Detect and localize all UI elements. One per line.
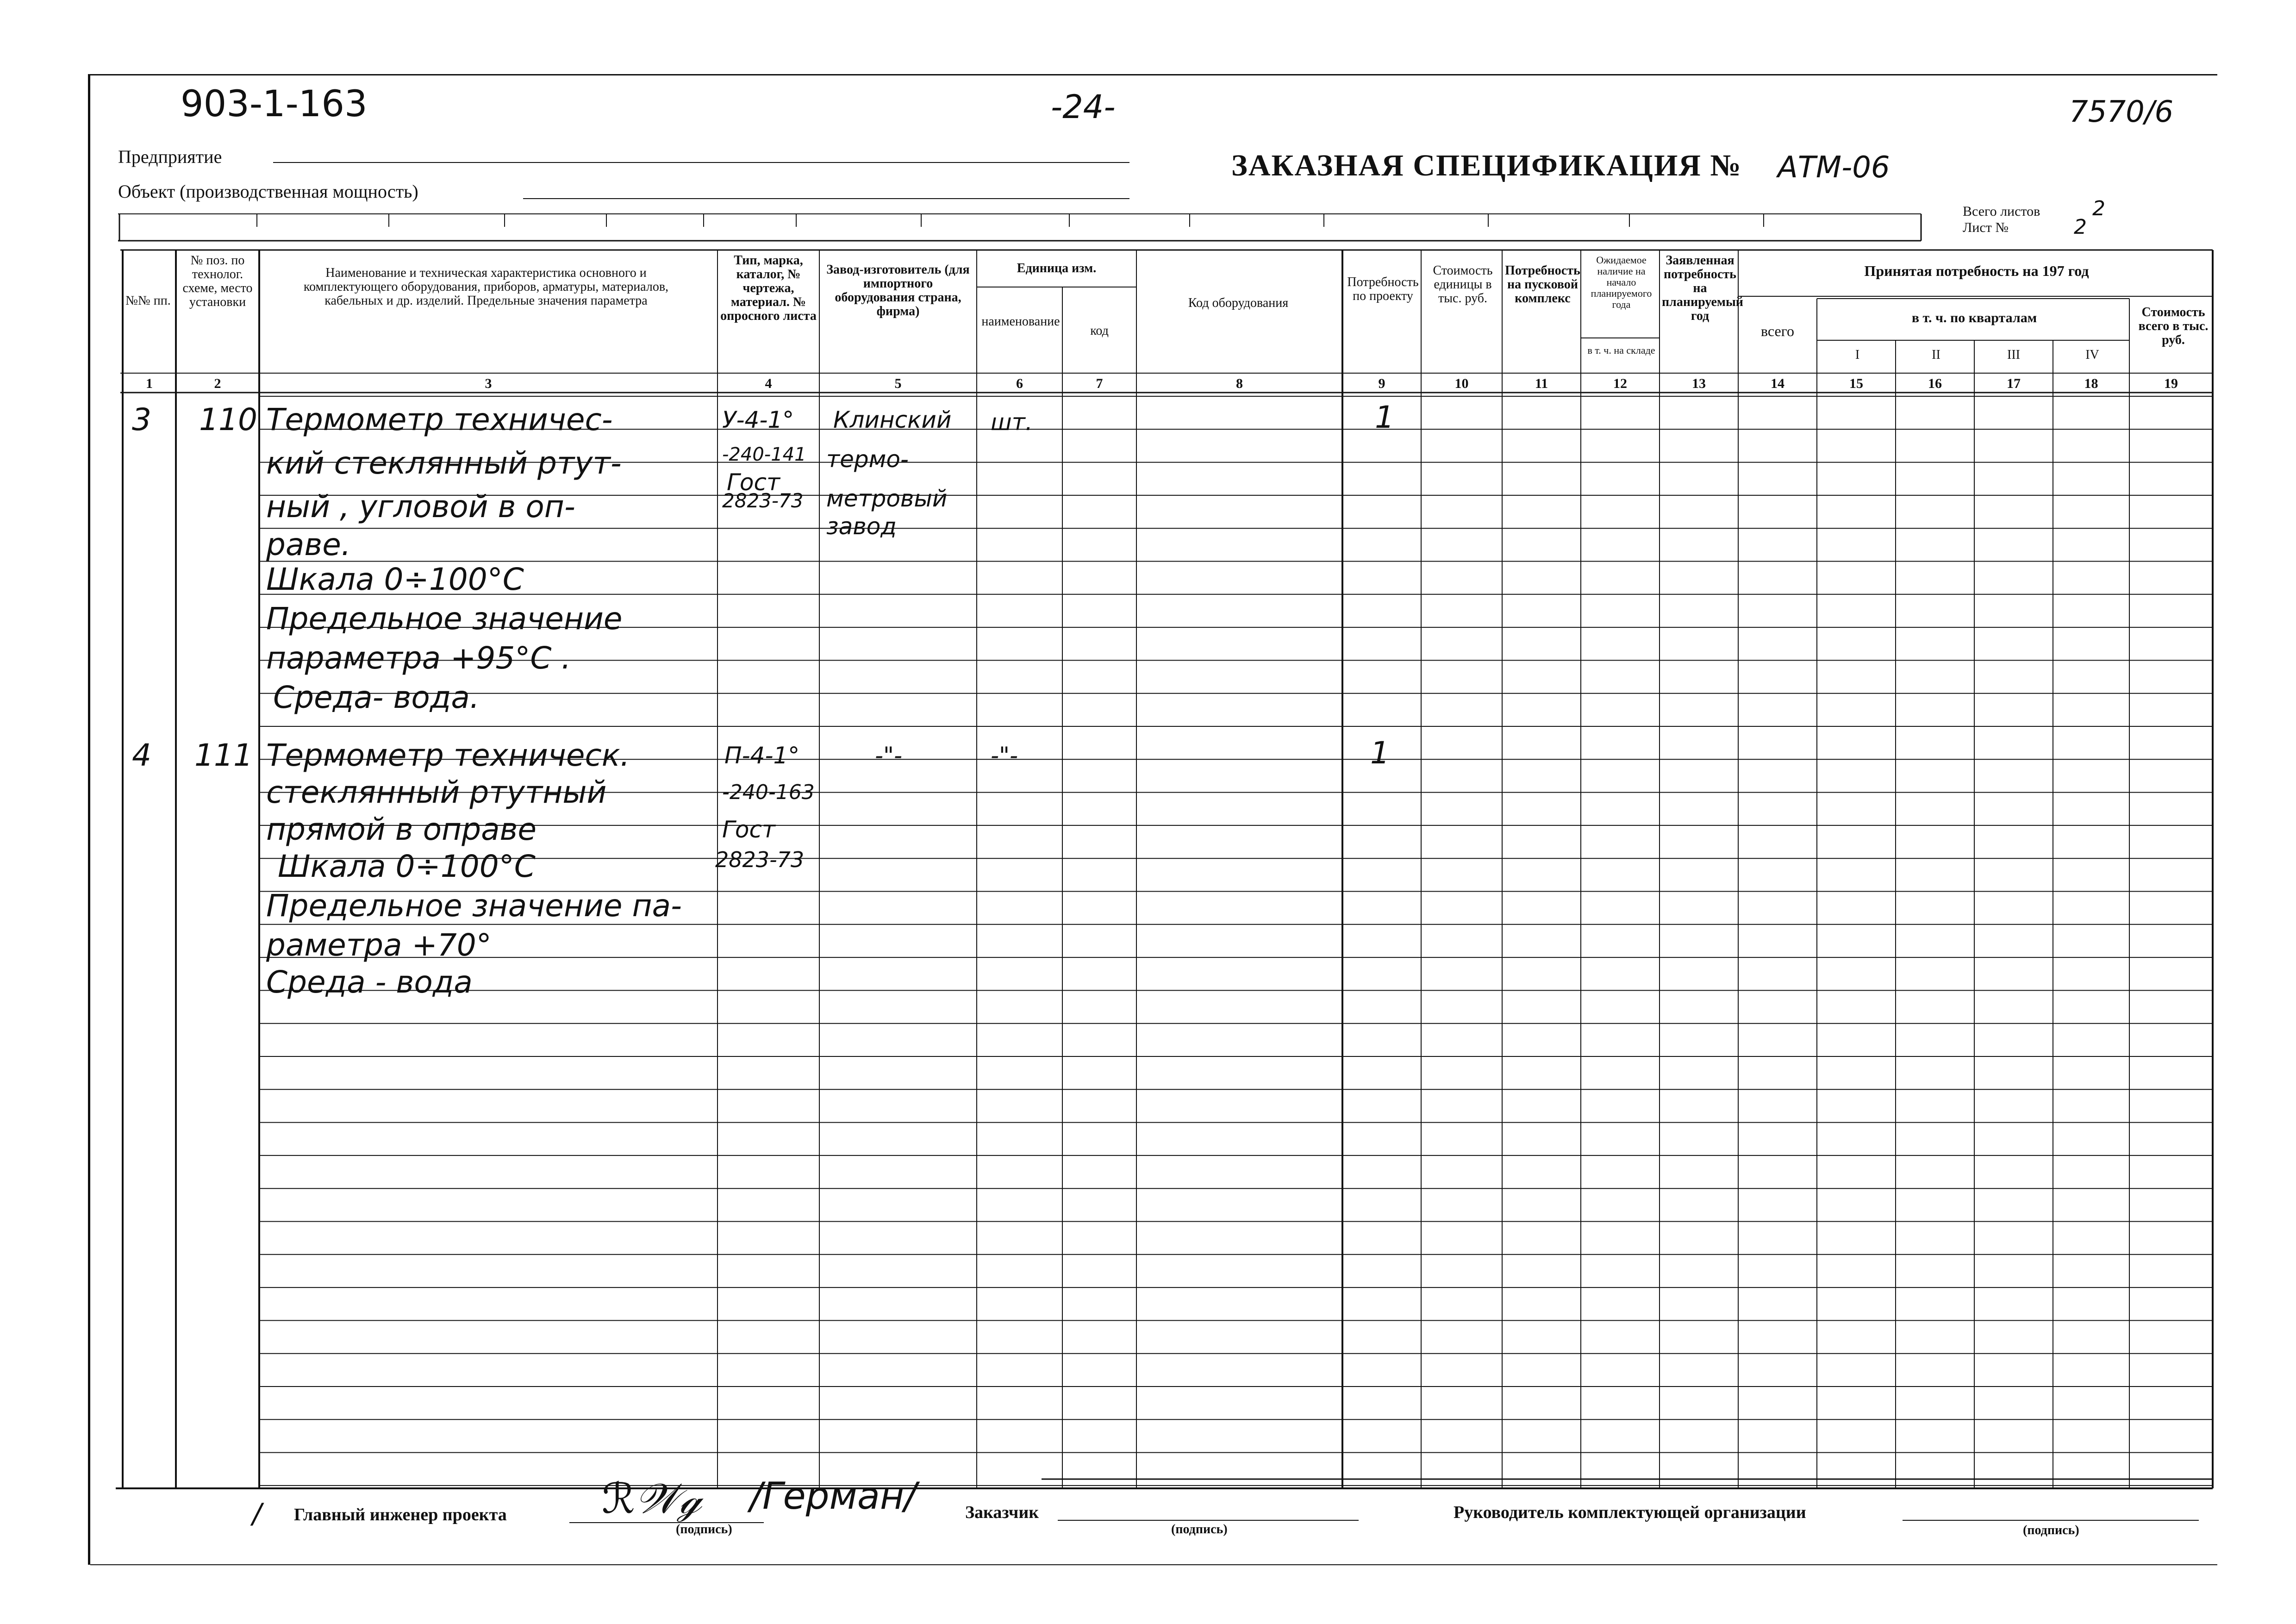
column-number-14: 14 [1771, 376, 1784, 391]
row-2-description-6: раметра +70° [266, 927, 492, 963]
col-header-8: Код оборудования [1188, 296, 1289, 310]
customer-label: Заказчик [965, 1503, 1039, 1522]
row-2-description-3: прямой в оправе [266, 812, 537, 847]
col-header-1: №№ пп. [125, 294, 171, 308]
column-number-16: 16 [1928, 376, 1942, 391]
row-2-type-1: П-4-1° [724, 742, 800, 769]
quarter-1: I [1855, 348, 1860, 362]
org-head-line [1903, 1520, 2199, 1521]
enterprise-label: Предприятие [118, 146, 222, 167]
col-header-10: Стоимость единицы в тыс. руб. [1433, 263, 1493, 306]
row-2-description-2: стеклянный ртутный [266, 775, 607, 810]
row-2-maker: -"- [875, 742, 903, 769]
col-header-7: код [1090, 324, 1109, 338]
row-1-number: 3 [132, 402, 151, 437]
document-code: 903-1-163 [181, 83, 368, 125]
row-1-type-4: 2823-73 [722, 489, 804, 512]
col-header-11: Потребность на пусковой комплекс [1505, 263, 1580, 306]
row-2-unit: -"- [991, 742, 1018, 769]
row-2-description-1: Термометр техническ. [266, 737, 630, 773]
col-header-4: Тип, марка, каталог, № чертежа, материал. № опросного листа [720, 253, 817, 323]
row-2-type-3: Гост [722, 816, 776, 843]
col-header-13: Заявленная потребность на планируемый год [1662, 253, 1743, 323]
column-number-12: 12 [1613, 376, 1627, 391]
sheet-label: Лист № [1963, 220, 2009, 235]
column-number-11: 11 [1535, 376, 1548, 391]
customer-line [1058, 1520, 1359, 1521]
quarter-3: III [2007, 348, 2020, 362]
quarter-2: II [1932, 348, 1940, 362]
row-2-number: 4 [132, 737, 151, 773]
column-number-5: 5 [894, 376, 902, 391]
column-number-1: 1 [146, 376, 153, 391]
row-1-maker-2: термо- [826, 446, 909, 473]
row-1-description-1: Термометр техничес- [266, 402, 613, 437]
chief-engineer-name: /Герман/ [750, 1474, 917, 1518]
column-number-9: 9 [1378, 376, 1385, 391]
sheet-code: 7570/6 [2069, 95, 2174, 129]
col-header-12b: в т. ч. на складе [1587, 344, 1655, 356]
chief-engineer-signature-caption: (подпись) [676, 1522, 732, 1537]
column-number-17: 17 [2007, 376, 2021, 391]
col-header-19: Стоимость всего в тыс. руб. [2138, 305, 2209, 347]
row-1-quantity: 1 [1375, 400, 1394, 435]
row-2-type-2: -240-163 [722, 781, 815, 804]
row-1-description-5: Шкала 0÷100°С [266, 562, 524, 597]
row-1-description-8: Среда- вода. [273, 680, 480, 715]
spec-number: АТМ-06 [1778, 150, 1890, 185]
row-1-position: 110 [199, 402, 257, 437]
chief-engineer-label: Главный инженер проекта [294, 1505, 507, 1524]
spec-title: ЗАКАЗНАЯ СПЕЦИФИКАЦИЯ № [1231, 149, 1742, 182]
column-number-10: 10 [1454, 376, 1469, 391]
row-2-position: 111 [194, 737, 253, 773]
page-marker: -24- [1051, 88, 1116, 126]
col-header-12: Ожидаемое наличие на начало планируемого года [1591, 254, 1652, 310]
col-header-3: Наименование и техническая характеристика основного и комплектующего оборудования, приборов, арматуры, материалов, кабельных и др. изделий. Предельные значения параметра [303, 266, 669, 308]
col-header-accepted: Принятая потребность на 197 год [1864, 262, 2089, 279]
column-number-18: 18 [2084, 376, 2098, 391]
row-1-type-3: Гост [727, 469, 780, 496]
row-1-type-2: -240-141 [722, 444, 806, 465]
column-number-6: 6 [1016, 376, 1023, 391]
column-number-3: 3 [485, 376, 492, 391]
column-number-4: 4 [765, 376, 772, 391]
col-header-6: наименование [981, 314, 1060, 329]
object-label: Объект (производственная мощность) [118, 181, 418, 202]
row-2-description-7: Среда - вода [266, 964, 473, 1000]
total-sheets-label: Всего листов [1963, 204, 2040, 219]
row-1-description-6: Предельное значение [266, 601, 623, 637]
row-1-description-4: раве. [266, 527, 351, 562]
quarter-4: IV [2085, 348, 2099, 362]
row-1-maker-1: Клинский [833, 406, 952, 433]
row-1-unit: шт. [991, 409, 1033, 436]
row-2-quantity: 1 [1370, 735, 1390, 771]
column-number-7: 7 [1096, 376, 1103, 391]
row-2-description-5: Предельное значение па- [266, 888, 682, 924]
org-head-signature-caption: (подпись) [2023, 1523, 2079, 1537]
sheet-value: 2 [2074, 215, 2087, 239]
col-header-2: № поз. по технолог. схеме, место установки [182, 253, 253, 309]
row-1-description-7: параметра +95°С . [266, 640, 571, 676]
customer-signature-caption: (подпись) [1171, 1522, 1228, 1537]
row-1-maker-3: метровый [826, 485, 948, 512]
org-head-label: Руководитель комплектующей организации [1454, 1503, 1806, 1522]
column-number-19: 19 [2164, 376, 2178, 391]
row-2-description-4: Шкала 0÷100°С [278, 849, 536, 884]
col-header-unit: Единица изм. [1017, 261, 1097, 275]
col-header-14: всего [1760, 323, 1795, 339]
row-2-type-4: 2823-73 [715, 847, 805, 872]
row-1-description-2: кий стеклянный ртут- [266, 445, 622, 481]
column-number-8: 8 [1236, 376, 1243, 391]
footer-mark: / [252, 1498, 262, 1530]
row-1-maker-4: завод [826, 513, 897, 540]
chief-engineer-signature: ℛ𝒲ℊ [602, 1474, 702, 1523]
row-1-type-1: У-4-1° [722, 406, 794, 433]
col-header-quarters: в т. ч. по кварталам [1911, 310, 2037, 325]
column-number-13: 13 [1692, 376, 1706, 391]
column-number-2: 2 [214, 376, 221, 391]
column-number-15: 15 [1849, 376, 1863, 391]
col-header-5: Завод-изготовитель (для импортного оборудования страна, фирма) [826, 262, 970, 319]
total-sheets-value: 2 [2092, 197, 2105, 220]
row-1-description-3: ный , угловой в оп- [266, 489, 575, 525]
col-header-9: Потребность по проекту [1347, 275, 1419, 303]
